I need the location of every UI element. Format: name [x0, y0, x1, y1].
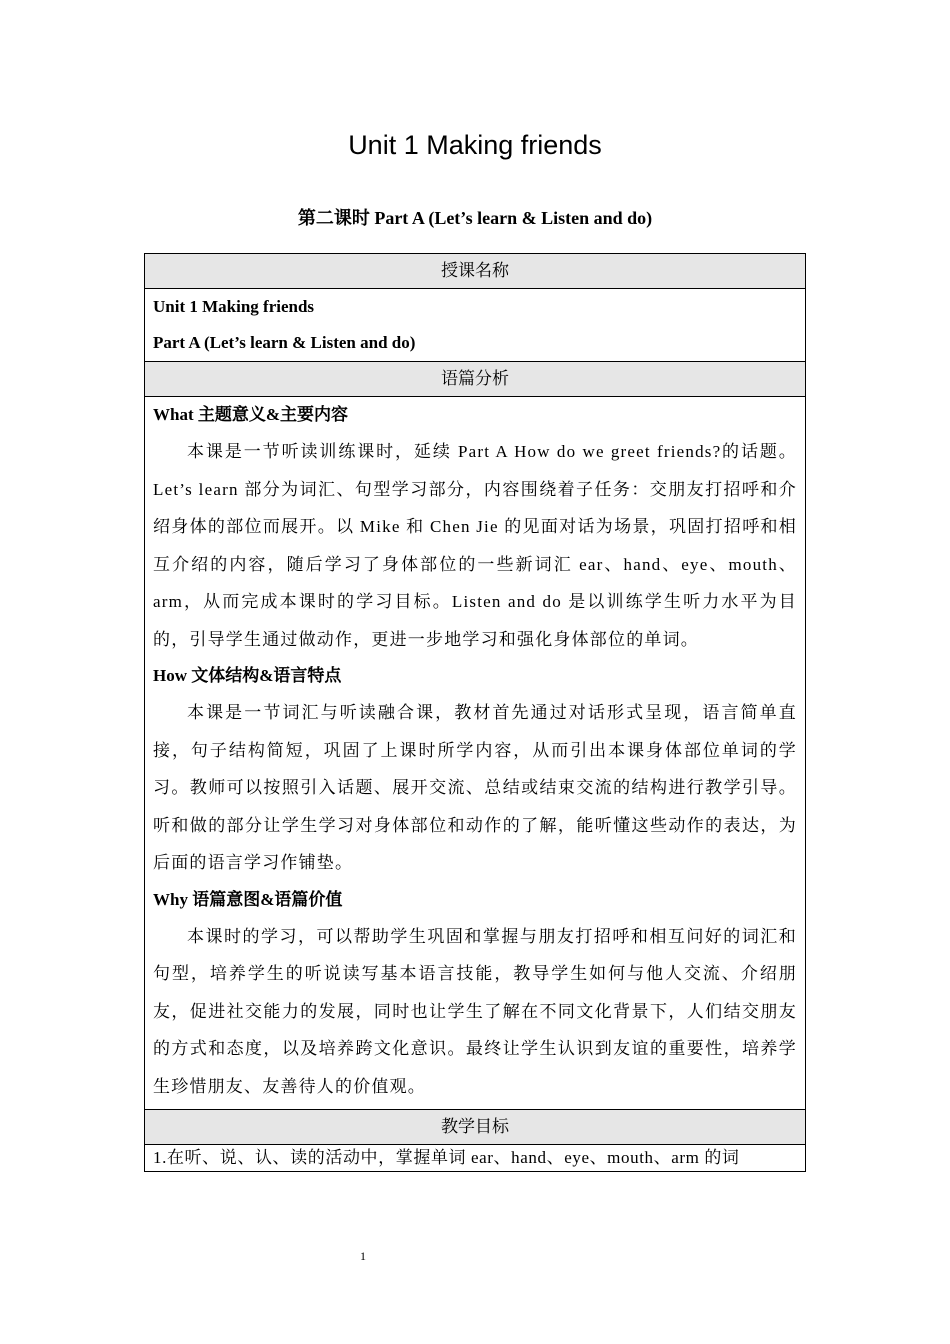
course-name-line1: Unit 1 Making friends: [153, 297, 315, 316]
lesson-subtitle: 第二课时 Part A (Let’s learn & Listen and do): [297, 208, 653, 228]
how-paragraph: 本课是一节词汇与听读融合课，教材首先通过对话形式呈现，语言简单直接，句子结构简短，巩固了上课时所学内容，从而引出本课身体部位单词的学习。教师可以按照引入话题、展开交流、总结或结束交流的结构进行教学引导。听和做的部分让学生学习对身体部位和动作的了解，能听懂这些动作的表达，为后面的语言学习作铺垫。: [153, 703, 797, 872]
section-header-course-name: 授课名称: [145, 254, 806, 289]
what-heading: What 主题意义&主要内容: [153, 405, 349, 424]
text-analysis-cell: [145, 397, 806, 1110]
course-name-cell: [145, 289, 806, 362]
teaching-goals-cell: [145, 1145, 806, 1172]
why-heading: Why 语篇意图&语篇价值: [153, 889, 343, 909]
how-heading: How 文体结构&语言特点: [153, 666, 342, 685]
page-number: 1: [360, 1249, 366, 1263]
teaching-goal-1: 1.在听、说、认、读的活动中，掌握单词 ear、hand、eye、mouth、arm 的词: [153, 1148, 740, 1167]
document-title: Unit 1 Making friends: [348, 130, 602, 160]
lesson-plan-table: [144, 253, 806, 1172]
course-name-line2: Part A (Let’s learn & Listen and do): [153, 333, 416, 352]
section-header-text-analysis: 语篇分析: [145, 362, 806, 397]
section-header-teaching-goals: 教学目标: [145, 1110, 806, 1145]
why-paragraph: 本课时的学习，可以帮助学生巩固和掌握与朋友打招呼和相互问好的词汇和句型，培养学生的听说读写基本语言技能，教导学生如何与他人交流、介绍朋友，促进社交能力的发展，同时也让学生了解在不同文化背景下，人们结交朋友的方式和态度，以及培养跨文化意识。最终让学生认识到友谊的重要性，培养学生珍惜朋友、友善待人的价值观。: [153, 926, 797, 1096]
what-paragraph: 本课是一节听读训练课时，延续 Part A How do we greet friends?的话题。Let’s learn 部分为词汇、句型学习部分，内容围绕着子任务：交朋友打招呼和介绍身体的部位而展开。以 Mike 和 Chen Jie 的见面对话为场景，巩固打招呼和相互介绍的内容，随后学习了身体部位的一些新词汇 ear、hand、eye、mouth、arm，从而完成本课时的学习目标。Listen and do 是以训练学生听力水平为目的，引导学生通过做动作，更进一步地学习和强化身体部位的单词。: [153, 442, 797, 649]
